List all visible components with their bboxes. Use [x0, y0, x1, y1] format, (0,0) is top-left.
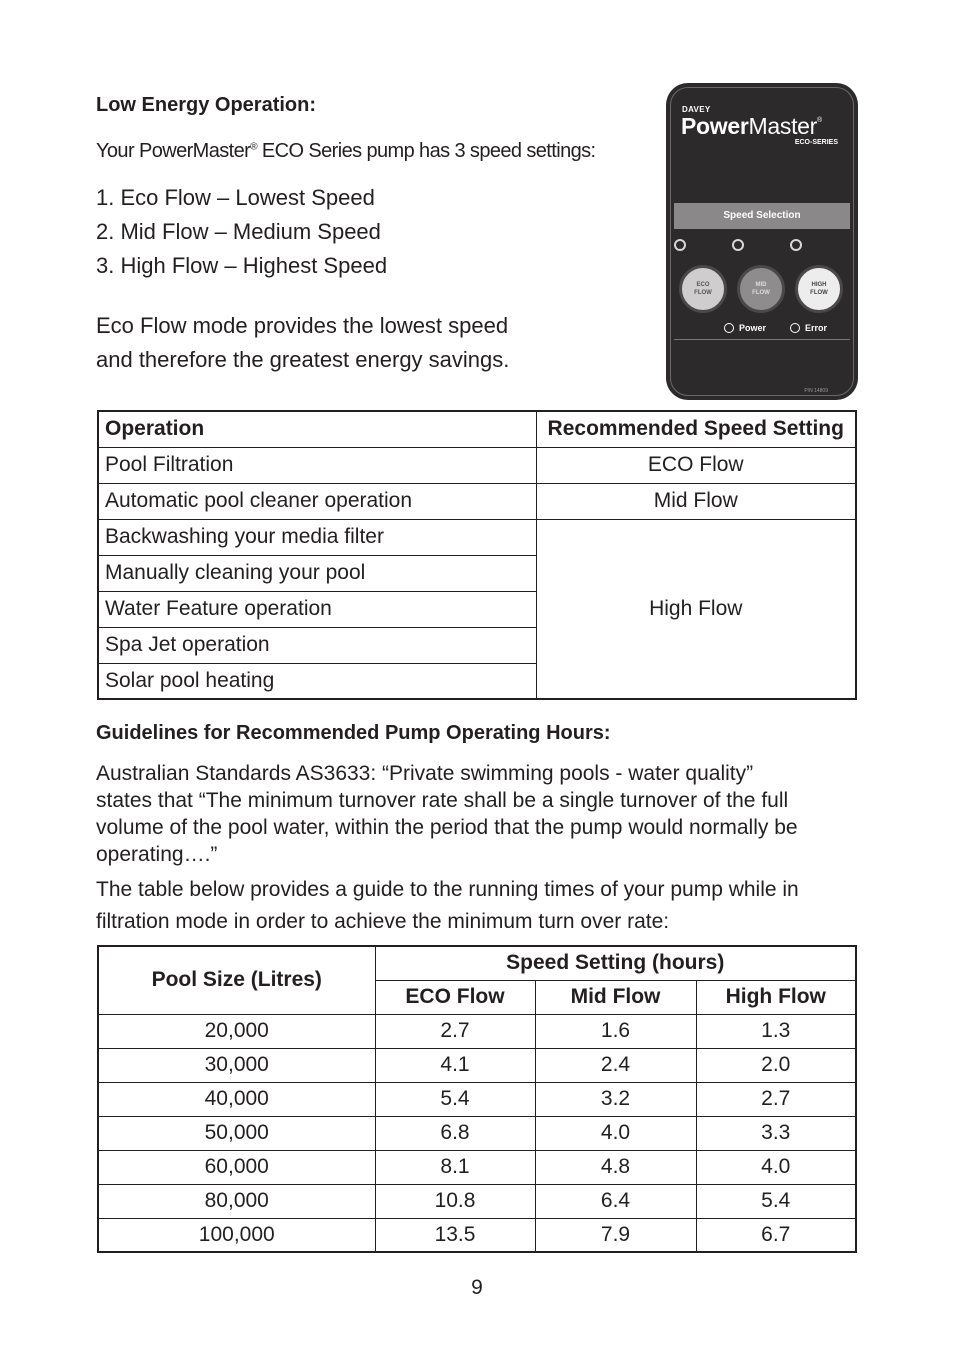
speed-item: 1. Eco Flow – Lowest Speed — [96, 185, 375, 210]
guidelines-paragraph-2 — [96, 874, 866, 938]
speed-item: 3. High Flow – Highest Speed — [96, 253, 388, 278]
guidelines-paragraph-1 — [96, 760, 866, 868]
para-line: and therefore the greatest energy savings. — [96, 347, 510, 372]
para-line: Eco Flow mode provides the lowest speed — [96, 313, 509, 338]
table-cell: 6.8 — [375, 1116, 535, 1150]
table-cell: Spa Jet operation — [98, 627, 536, 663]
btn-label: FLOW — [694, 290, 712, 296]
table-cell: 2.7 — [696, 1082, 856, 1116]
table-cell: 40,000 — [98, 1082, 375, 1116]
table-cell: Mid Flow — [536, 483, 856, 519]
table-cell: 6.4 — [535, 1184, 696, 1218]
operation-speed-table — [97, 410, 857, 700]
table-header-cell: Speed Setting (hours) — [375, 946, 856, 980]
table-cell: Backwashing your media filter — [98, 519, 536, 555]
table-cell: 4.8 — [535, 1150, 696, 1184]
para-line: volume of the pool water, within the period that the pump would normally be — [96, 816, 798, 839]
btn-label: ECO — [696, 282, 710, 288]
speed-item: 2. Mid Flow – Medium Speed — [96, 219, 381, 244]
table-header-cell: ECO Flow — [375, 980, 535, 1014]
table-cell: Manually cleaning your pool — [98, 555, 536, 591]
brand-series: ECO-SERIES — [794, 139, 838, 146]
table-cell: 4.0 — [696, 1150, 856, 1184]
table-cell: 4.1 — [375, 1048, 535, 1082]
brand-reg: ® — [817, 117, 822, 124]
table-row — [98, 1014, 856, 1048]
error-led-icon — [790, 323, 800, 333]
para-line: Australian Standards AS3633: “Private swimming pools - water quality” — [96, 762, 754, 785]
speed-selection-bar: Speed Selection — [674, 203, 850, 229]
table-cell: 1.3 — [696, 1014, 856, 1048]
para-line: The table below provides a guide to the running times of your pump while in — [96, 878, 799, 901]
table-cell: 2.0 — [696, 1048, 856, 1082]
table-cell: 2.7 — [375, 1014, 535, 1048]
para-line: states that “The minimum turnover rate shall be a single turnover of the full — [96, 789, 789, 812]
para-line: operating….” — [96, 843, 218, 866]
table-cell: 4.0 — [535, 1116, 696, 1150]
panel-divider — [674, 339, 850, 340]
page-number: 9 — [471, 1276, 483, 1299]
error-label: Error — [805, 323, 828, 333]
section-heading-low-energy: Low Energy Operation: — [96, 94, 317, 116]
table-row — [98, 1116, 856, 1150]
para-line: filtration mode in order to achieve the minimum turn over rate: — [96, 910, 670, 933]
btn-label: MID — [755, 282, 767, 288]
table-cell: High Flow — [536, 519, 856, 699]
table-header-cell: High Flow — [696, 980, 856, 1014]
table-row — [98, 519, 856, 555]
table-header-row — [98, 411, 856, 447]
brand-bold: Power — [681, 113, 749, 139]
high-led-icon — [790, 239, 802, 251]
table-cell: 6.7 — [696, 1218, 856, 1252]
eco-flow-paragraph — [96, 309, 509, 377]
table-cell: 10.8 — [375, 1184, 535, 1218]
power-led-icon — [724, 323, 734, 333]
intro-text — [96, 140, 595, 163]
intro-pre: Your PowerMaster — [96, 140, 251, 162]
table-cell: 80,000 — [98, 1184, 375, 1218]
brand-powermaster — [681, 113, 822, 140]
operating-hours-table — [97, 945, 857, 1253]
table-cell: 20,000 — [98, 1014, 375, 1048]
table-cell: 5.4 — [696, 1184, 856, 1218]
control-panel-illustration — [666, 83, 858, 400]
table-cell: 3.3 — [696, 1116, 856, 1150]
table-header-cell: Mid Flow — [535, 980, 696, 1014]
table-cell: 8.1 — [375, 1150, 535, 1184]
btn-label: FLOW — [810, 290, 828, 296]
table-cell: 60,000 — [98, 1150, 375, 1184]
table-row — [98, 447, 856, 483]
table-row — [98, 483, 856, 519]
table-cell: Pool Filtration — [98, 447, 536, 483]
table-header-row — [98, 946, 856, 980]
table-row — [98, 1082, 856, 1116]
table-header-cell: Recommended Speed Setting — [536, 411, 856, 447]
table-cell: 5.4 — [375, 1082, 535, 1116]
table-cell: Solar pool heating — [98, 663, 536, 699]
section-heading-guidelines: Guidelines for Recommended Pump Operating Hours: — [96, 722, 611, 744]
table-row — [98, 1150, 856, 1184]
intro-post: ECO Series pump has 3 speed settings: — [256, 140, 596, 162]
table-cell: Water Feature operation — [98, 591, 536, 627]
registered-mark: ® — [250, 141, 257, 153]
eco-led-icon — [674, 239, 686, 251]
table-header-cell: Operation — [98, 411, 536, 447]
table-cell: 3.2 — [535, 1082, 696, 1116]
table-header-cell: Pool Size (Litres) — [98, 946, 375, 1014]
part-number: P/N 14809 — [804, 388, 828, 394]
brand-davey: DAVEY — [682, 105, 711, 114]
table-cell: Automatic pool cleaner operation — [98, 483, 536, 519]
table-cell: 50,000 — [98, 1116, 375, 1150]
error-indicator — [790, 323, 827, 333]
high-flow-button — [795, 265, 843, 313]
brand-light: Master — [748, 113, 818, 139]
table-cell: ECO Flow — [536, 447, 856, 483]
table-cell: 1.6 — [535, 1014, 696, 1048]
eco-flow-button — [679, 265, 727, 313]
btn-label: HIGH — [811, 282, 827, 288]
table-cell: 2.4 — [535, 1048, 696, 1082]
speed-list — [96, 184, 387, 286]
mid-flow-button — [737, 265, 785, 313]
power-label: Power — [739, 323, 767, 333]
table-cell: 13.5 — [375, 1218, 535, 1252]
table-row — [98, 1184, 856, 1218]
table-cell: 100,000 — [98, 1218, 375, 1252]
table-row — [98, 1218, 856, 1252]
power-indicator — [724, 323, 766, 333]
table-cell: 30,000 — [98, 1048, 375, 1082]
table-cell: 7.9 — [535, 1218, 696, 1252]
mid-led-icon — [732, 239, 744, 251]
btn-label: FLOW — [752, 290, 770, 296]
table-row — [98, 1048, 856, 1082]
